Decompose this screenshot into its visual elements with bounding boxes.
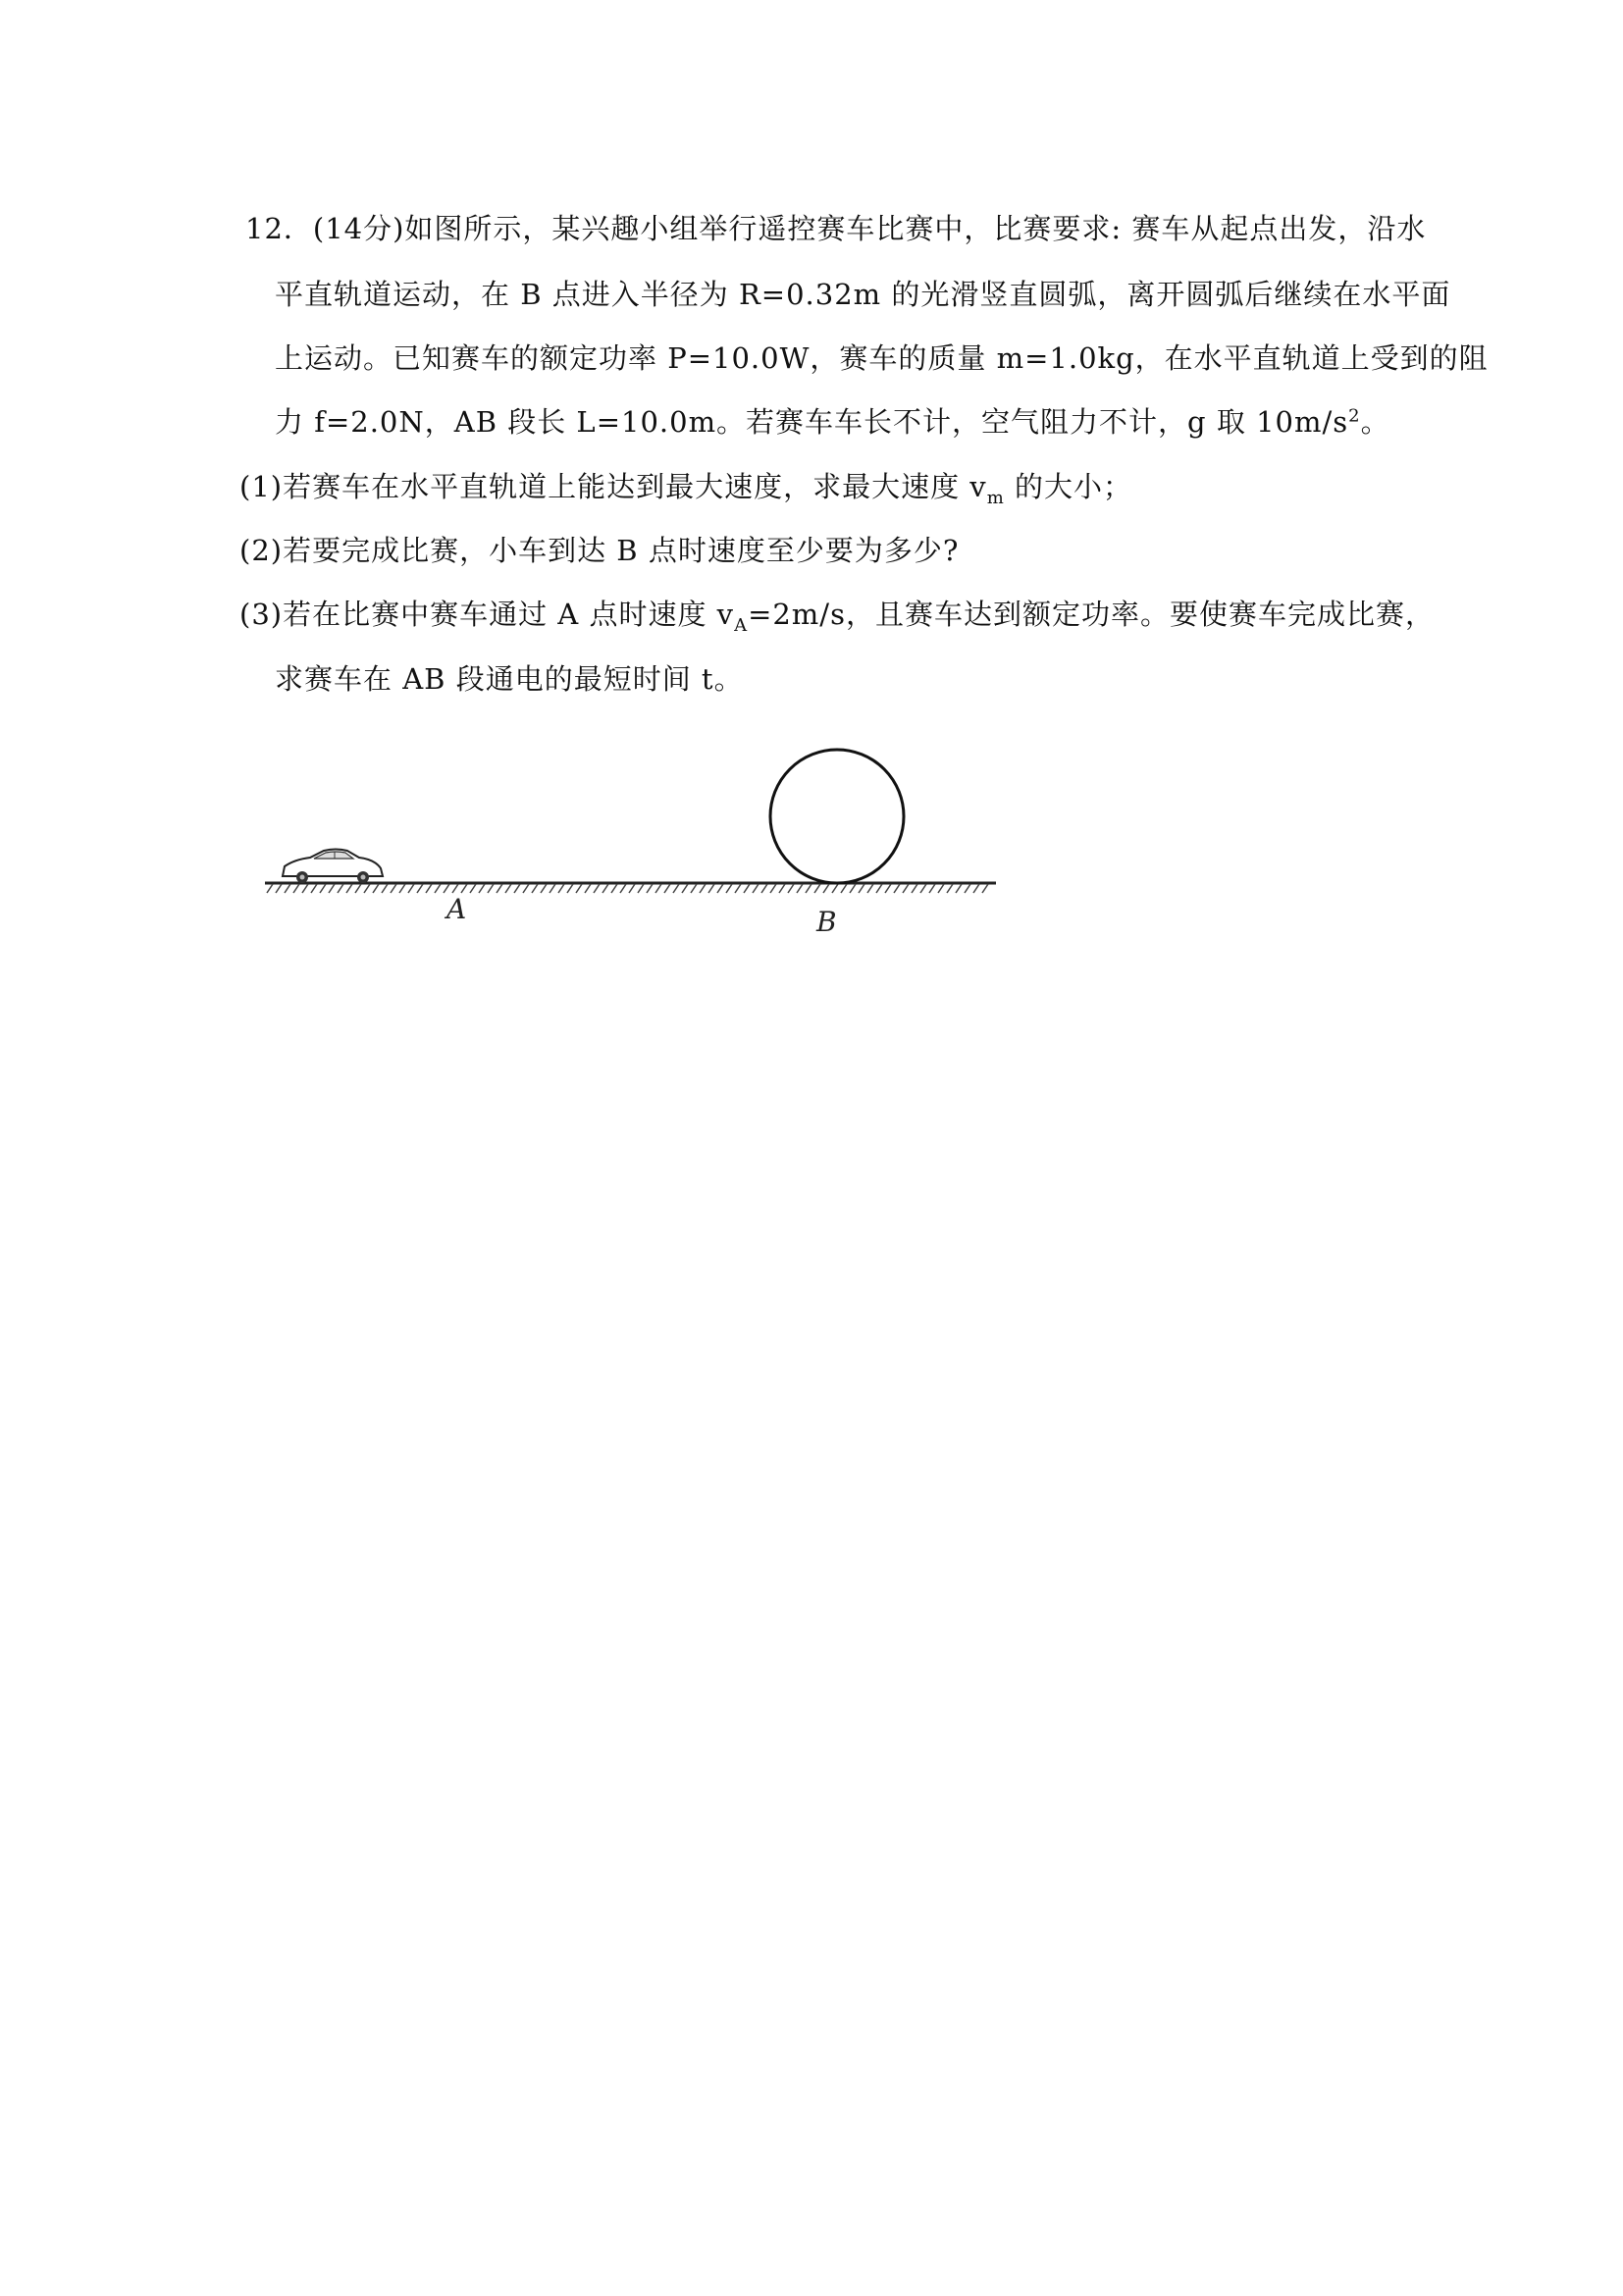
question-3-line-2: 求赛车在 AB 段通电的最短时间 t。 bbox=[275, 662, 744, 696]
problem-line-4-text: 力 f=2.0N，AB 段长 L=10.0m。若赛车车长不计，空气阻力不计，g 取 10m/s bbox=[275, 405, 1349, 439]
subscript-a: A bbox=[734, 614, 749, 636]
hatch-mark bbox=[435, 884, 441, 893]
problem-line-4 bbox=[275, 402, 1390, 442]
hatch-mark bbox=[541, 884, 547, 893]
hatch-mark bbox=[355, 884, 361, 893]
hatch-mark bbox=[470, 884, 476, 893]
hatch-mark bbox=[965, 884, 970, 893]
hatch-mark bbox=[302, 884, 308, 893]
hatch-mark bbox=[753, 884, 759, 893]
hatch-mark bbox=[982, 884, 988, 893]
hatch-mark bbox=[329, 884, 335, 893]
hatch-mark bbox=[655, 884, 661, 893]
track-diagram bbox=[245, 716, 1011, 952]
hatch-mark bbox=[664, 884, 670, 893]
hatch-mark bbox=[867, 884, 873, 893]
race-car-icon bbox=[283, 850, 383, 884]
hatch-mark bbox=[497, 884, 502, 893]
hatch-mark bbox=[806, 884, 812, 893]
hatch-mark bbox=[585, 884, 591, 893]
question-3-text: (3)若在比赛中赛车通过 A 点时速度 v bbox=[239, 598, 735, 631]
hatch-mark bbox=[391, 884, 396, 893]
hatch-mark bbox=[338, 884, 343, 893]
hatch-mark bbox=[956, 884, 962, 893]
hatch-mark bbox=[576, 884, 582, 893]
question-2: (2)若要完成比赛，小车到达 B 点时速度至少要为多少? bbox=[239, 534, 960, 567]
hatch-mark bbox=[444, 884, 449, 893]
hatch-mark bbox=[700, 884, 706, 893]
hatch-mark bbox=[523, 884, 529, 893]
question-1-text: (1)若赛车在水平直轨道上能达到最大速度，求最大速度 v bbox=[239, 470, 987, 503]
subscript-m: m bbox=[986, 487, 1005, 508]
hatch-mark bbox=[647, 884, 653, 893]
hatch-mark bbox=[744, 884, 750, 893]
hatch-mark bbox=[823, 884, 829, 893]
label-b: B bbox=[816, 906, 837, 938]
hatch-mark bbox=[532, 884, 538, 893]
hatch-mark bbox=[426, 884, 432, 893]
hatch-mark bbox=[311, 884, 317, 893]
hatch-mark bbox=[285, 884, 290, 893]
hatch-mark bbox=[673, 884, 679, 893]
hatch-mark bbox=[761, 884, 767, 893]
hatch-mark bbox=[682, 884, 688, 893]
hatch-mark bbox=[973, 884, 979, 893]
hatch-mark bbox=[276, 884, 282, 893]
hatch-mark bbox=[638, 884, 644, 893]
hatch-mark bbox=[788, 884, 794, 893]
hatch-mark bbox=[691, 884, 697, 893]
hatch-mark bbox=[735, 884, 741, 893]
hatch-mark bbox=[452, 884, 458, 893]
label-a: A bbox=[446, 893, 467, 925]
hatch-mark bbox=[364, 884, 370, 893]
problem-header: 12．(14分)如图所示，某兴趣小组举行遥控赛车比赛中，比赛要求: 赛车从起点出发，沿水 bbox=[245, 212, 1427, 245]
hatch-mark bbox=[594, 884, 600, 893]
hatch-mark bbox=[346, 884, 352, 893]
hatch-mark bbox=[382, 884, 388, 893]
hatch-mark bbox=[611, 884, 617, 893]
hatch-mark bbox=[488, 884, 494, 893]
hatch-mark bbox=[479, 884, 485, 893]
question-3 bbox=[239, 595, 1435, 634]
hatch-mark bbox=[550, 884, 555, 893]
question-3-end: =2m/s，且赛车达到额定功率。要使赛车完成比赛， bbox=[748, 598, 1435, 631]
hatch-mark bbox=[779, 884, 785, 893]
hatch-mark bbox=[885, 884, 891, 893]
problem-line-4-end: 。 bbox=[1360, 405, 1390, 439]
hatch-mark bbox=[859, 884, 864, 893]
hatch-mark bbox=[620, 884, 626, 893]
hatch-mark bbox=[602, 884, 608, 893]
hatch-mark bbox=[373, 884, 379, 893]
hatch-mark bbox=[717, 884, 723, 893]
circular-loop-track bbox=[770, 750, 904, 883]
hatch-mark bbox=[929, 884, 935, 893]
hatch-mark bbox=[567, 884, 573, 893]
hatch-mark bbox=[894, 884, 900, 893]
hatch-mark bbox=[505, 884, 511, 893]
problem-line-3: 上运动。已知赛车的额定功率 P=10.0W，赛车的质量 m=1.0kg，在水平直轨道上受到的阻 bbox=[275, 341, 1489, 375]
hatch-mark bbox=[770, 884, 776, 893]
hatch-mark bbox=[938, 884, 944, 893]
hatch-mark bbox=[408, 884, 414, 893]
hatch-mark bbox=[850, 884, 856, 893]
hatch-mark bbox=[558, 884, 564, 893]
hatch-mark bbox=[920, 884, 926, 893]
hatch-mark bbox=[399, 884, 405, 893]
exponent: 2 bbox=[1348, 405, 1361, 427]
hatch-mark bbox=[417, 884, 423, 893]
hatch-mark bbox=[514, 884, 520, 893]
hatch-mark bbox=[814, 884, 820, 893]
hatch-mark bbox=[267, 884, 273, 893]
hatch-mark bbox=[903, 884, 909, 893]
question-1-end: 的大小； bbox=[1004, 470, 1132, 503]
ground-hatching bbox=[267, 884, 988, 893]
hatch-mark bbox=[708, 884, 714, 893]
hatch-mark bbox=[947, 884, 953, 893]
hatch-mark bbox=[629, 884, 635, 893]
hatch-mark bbox=[461, 884, 467, 893]
hatch-mark bbox=[293, 884, 299, 893]
hatch-mark bbox=[912, 884, 917, 893]
question-1 bbox=[239, 467, 1132, 506]
hatch-mark bbox=[797, 884, 803, 893]
track-figure bbox=[245, 716, 1011, 956]
hatch-mark bbox=[832, 884, 838, 893]
hatch-mark bbox=[320, 884, 326, 893]
hatch-mark bbox=[726, 884, 732, 893]
hatch-mark bbox=[841, 884, 847, 893]
problem-line-2: 平直轨道运动，在 B 点进入半径为 R=0.32m 的光滑竖直圆弧，离开圆弧后继续在水平面 bbox=[275, 278, 1451, 311]
hatch-mark bbox=[876, 884, 882, 893]
